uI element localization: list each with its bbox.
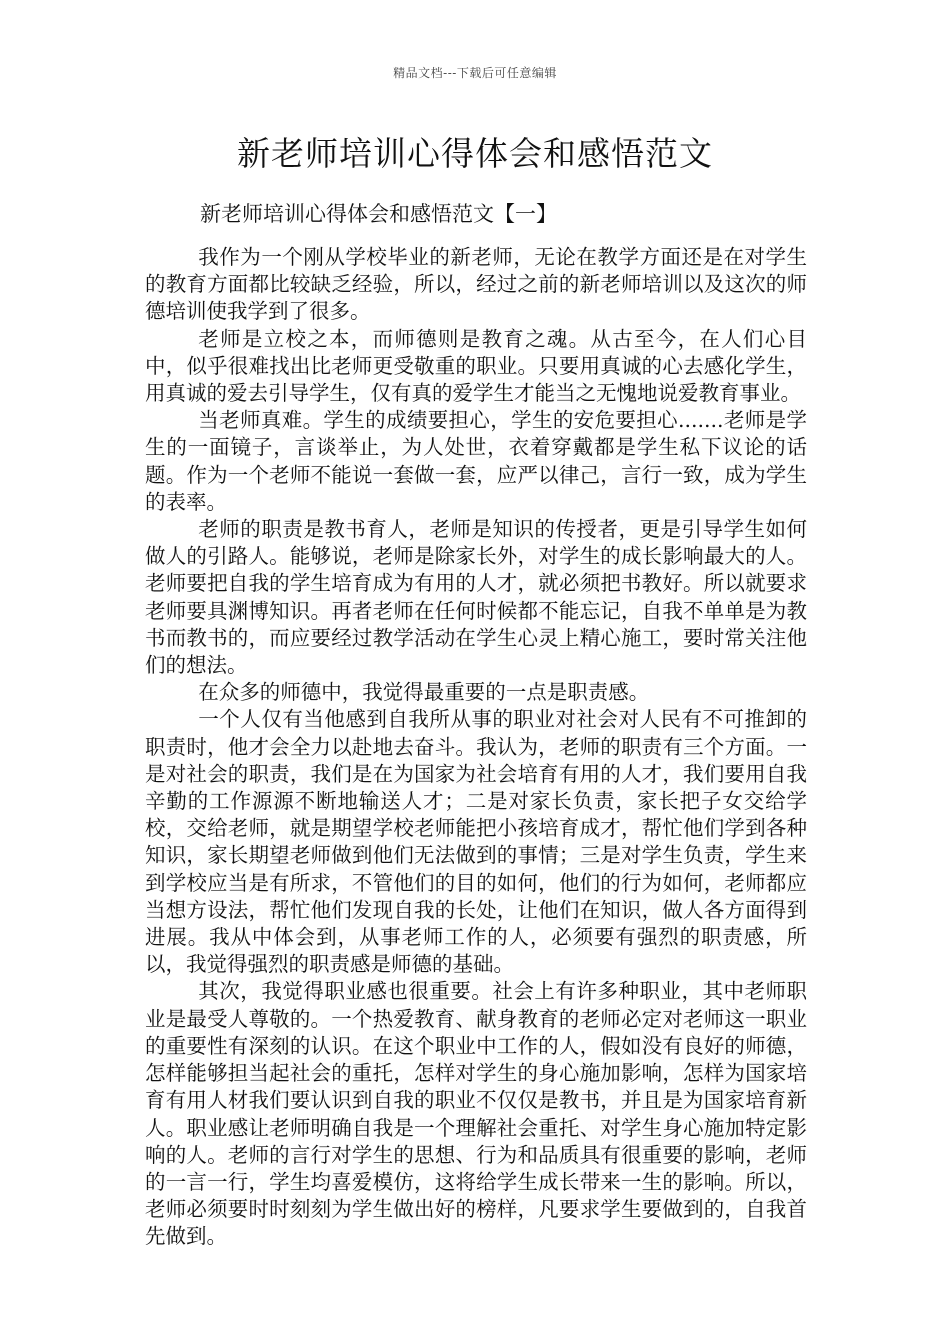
paragraph: 一个人仅有当他感到自我所从事的职业对社会对人民有不可推卸的职责时，他才会全力以赴地去奋斗。我认为，老师的职责有三个方面。一是对社会的职责，我们是在为国家为社会培育有用的人才，我们要用自我辛勤的工作源源不断地输送人才；二是对家长负责，家长把子女交给学校，交给老师，就是期望学校老师能把小孩培育成才，帮忙他们学到各种知识，家长期望老师做到他们无法做到的事情；三是对学生负责，学生来到学校应当是有所求，不管他们的目的如何，他们的行为如何，老师都应当想方设法，帮忙他们发现自我的长处，让他们在知识，做人各方面得到进展。我从中体会到，从事老师工作的人，必须要有强烈的职责感，所以，我觉得强烈的职责感是师德的基础。 [145, 707, 807, 977]
paragraph: 其次，我觉得职业感也很重要。社会上有许多种职业，其中老师职业是最受人尊敬的。一个热爱教育、献身教育的老师必定对老师这一职业的重要性有深刻的认识。在这个职业中工作的人，假如没有良好的师德，怎样能够担当起社会的重托，怎样对学生的身心施加影响，怎样为国家培育有用人材我们要认识到自我的职业不仅仅是教书，并且是为国家培育新人。职业感让老师明确自我是一个理解社会重托、对学生身心施加特定影响的人。老师的言行对学生的思想、行为和品质具有很重要的影响，老师的一言一行，学生均喜爱模仿，这将给学生成长带来一生的影响。所以，老师必须要时时刻刻为学生做出好的榜样，凡要求学生要做到的，自我首先做到。 [145, 979, 807, 1249]
paragraph: 我作为一个刚从学校毕业的新老师，无论在教学方面还是在对学生的教育方面都比较缺乏经验，所以，经过之前的新老师培训以及这次的师德培训使我学到了很多。 [145, 245, 807, 324]
paragraph: 当老师真难。学生的成绩要担心，学生的安危要担心.......老师是学生的一面镜子，言谈举止，为人处世，衣着穿戴都是学生私下议论的话题。作为一个老师不能说一套做一套，应严以律己，言行一致，成为学生的表率。 [145, 408, 807, 514]
paragraph: 老师是立校之本，而师德则是教育之魂。从古至今，在人们心目中，似乎很难找出比老师更受敬重的职业。只要用真诚的心去感化学生，用真诚的爱去引导学生，仅有真的爱学生才能当之无愧地说爱教育事业。 [145, 326, 807, 406]
section-heading: 新老师培训心得体会和感悟范文【一】 [200, 202, 557, 226]
paragraph: 在众多的师德中，我觉得最重要的一点是职责感。 [198, 680, 650, 705]
page-title: 新老师培训心得体会和感悟范文 [237, 134, 713, 173]
body-text [145, 244, 807, 1251]
header-note: 精品文档---下载后可任意编辑 [393, 66, 557, 80]
paragraph: 老师的职责是教书育人，老师是知识的传授者，更是引导学生如何做人的引路人。能够说，老师是除家长外，对学生的成长影响最大的人。老师要把自我的学生培育成为有用的人才，就必须把书教好。所以就要求老师要具渊博知识。再者老师在任何时候都不能忘记，自我不单单是为教书而教书的，而应要经过教学活动在学生心灵上精心施工，要时常关注他们的想法。 [145, 517, 807, 678]
